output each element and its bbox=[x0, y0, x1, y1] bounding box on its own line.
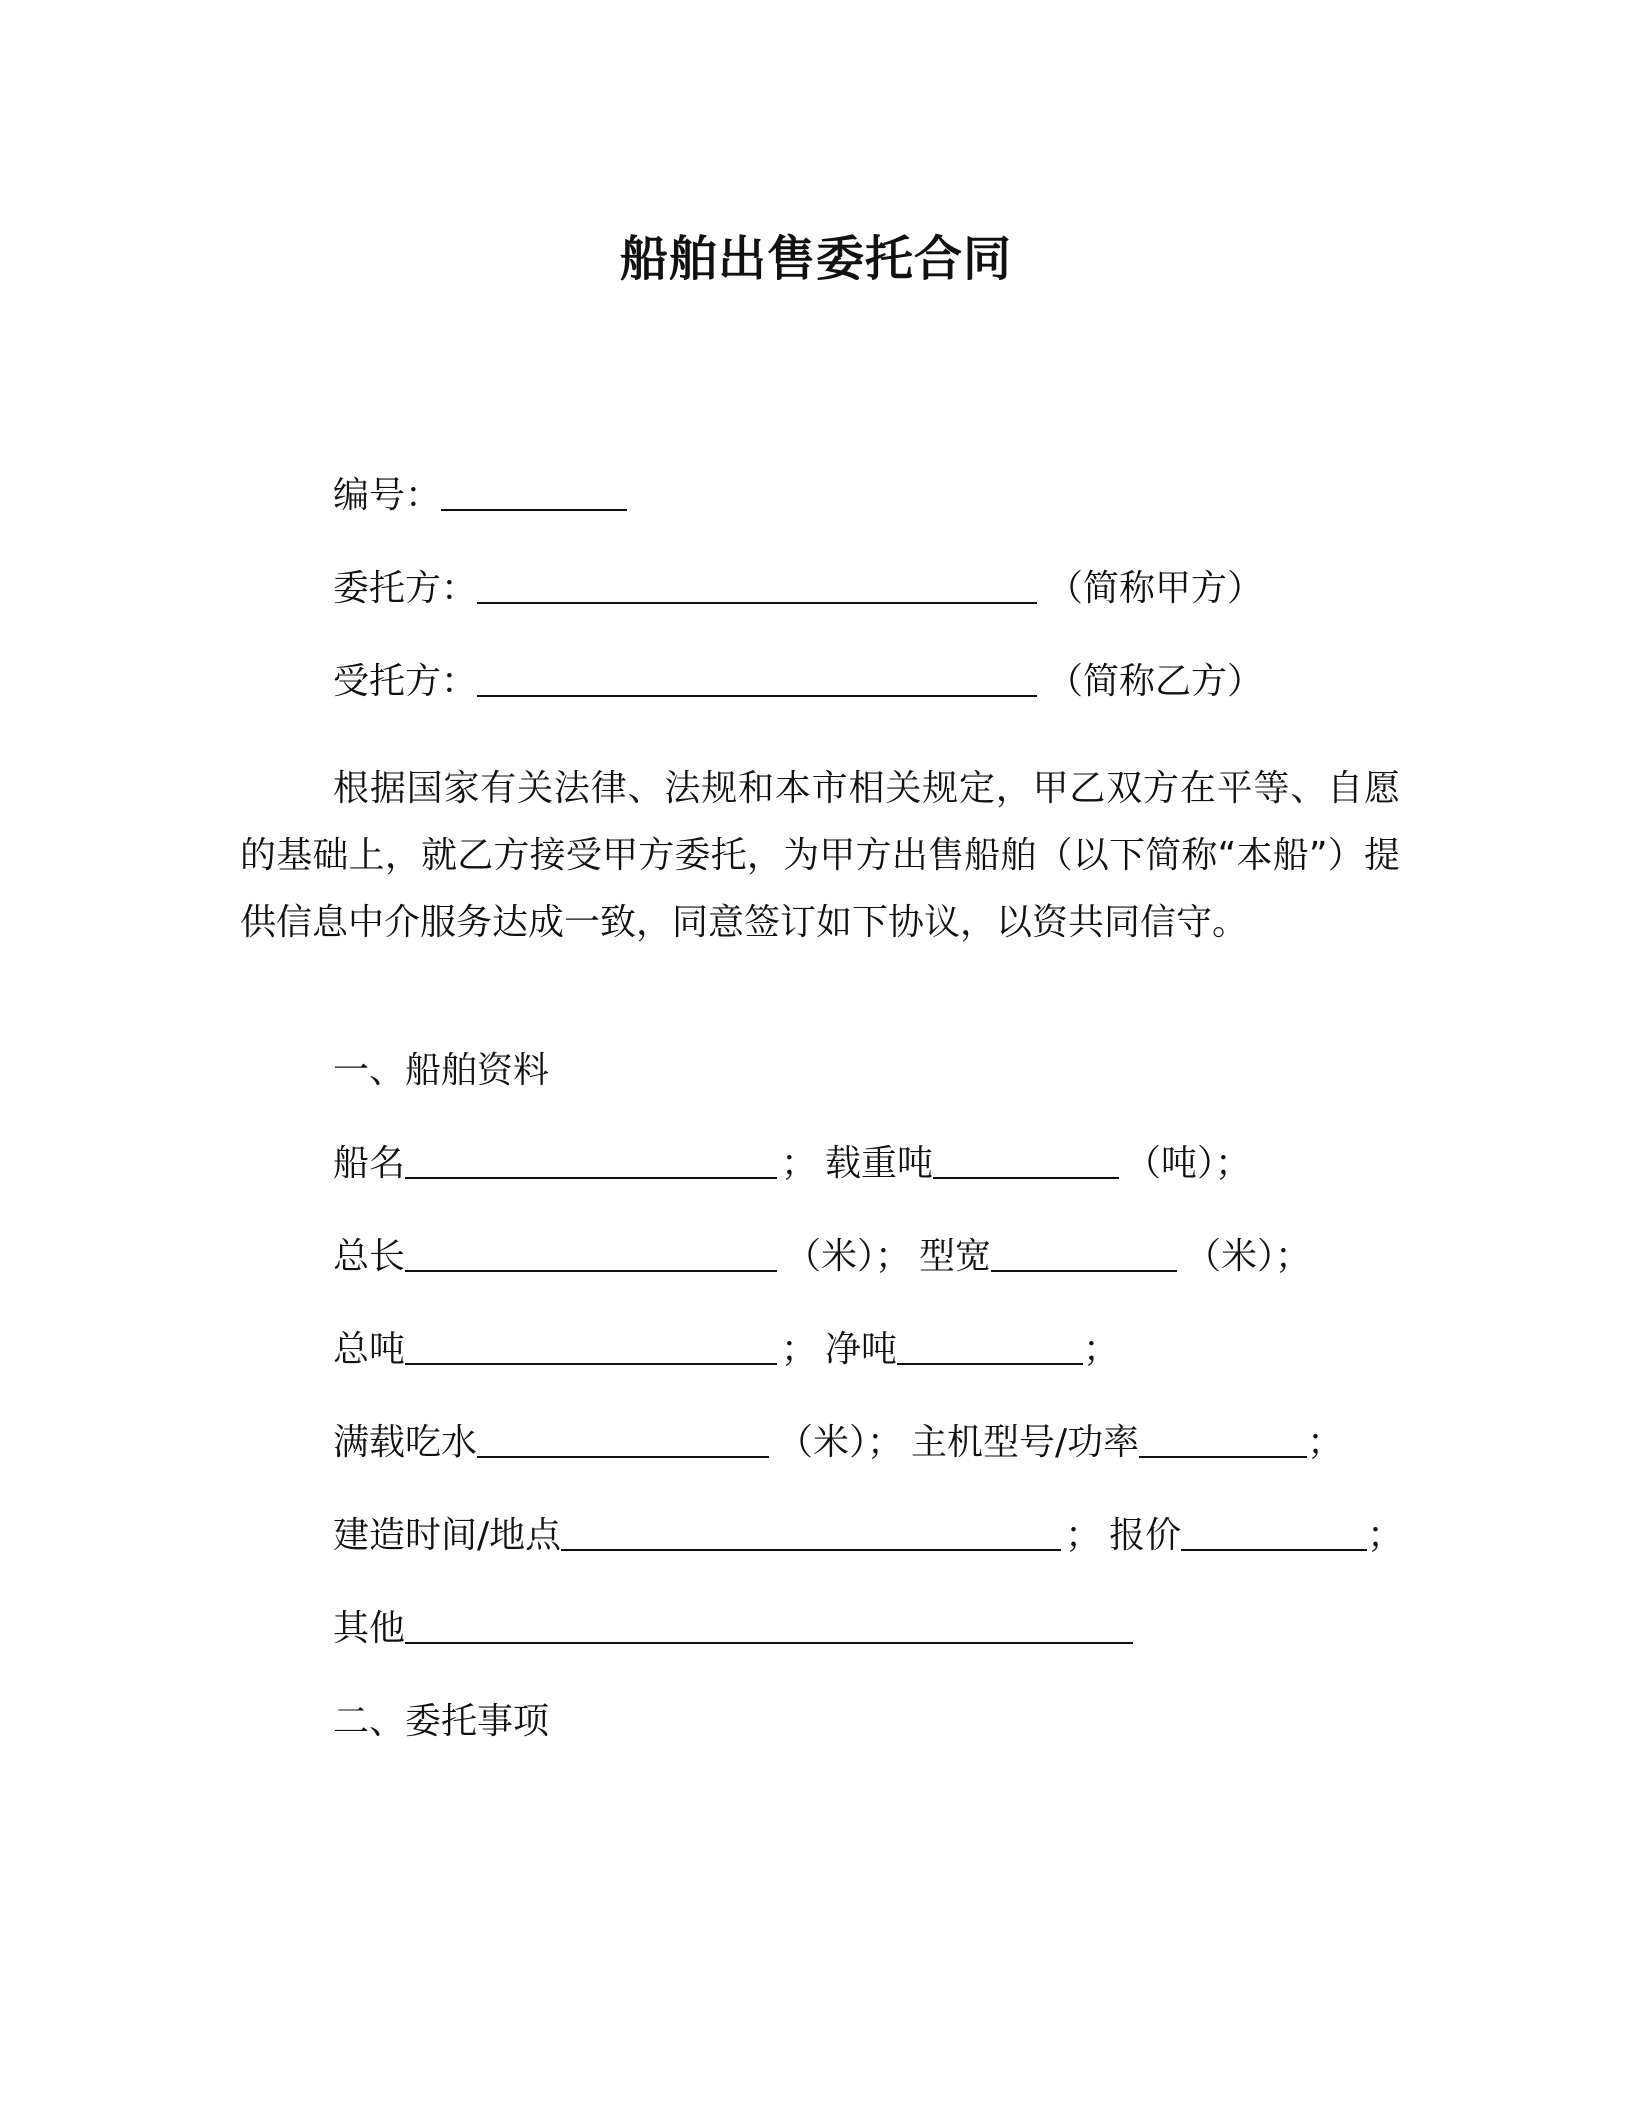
number-line bbox=[333, 472, 627, 520]
number-field[interactable] bbox=[441, 473, 627, 511]
dwt-field[interactable] bbox=[933, 1141, 1119, 1179]
engine-end: ； bbox=[1307, 1422, 1344, 1463]
breadth-unit: （米）； bbox=[1185, 1236, 1312, 1277]
tonnage-line bbox=[333, 1326, 1119, 1374]
other-line bbox=[333, 1605, 1133, 1653]
built-label: 建造时间/地点 bbox=[333, 1515, 562, 1556]
separator: ； bbox=[781, 1143, 818, 1184]
separator: ； bbox=[1065, 1515, 1102, 1556]
section2-heading: 二、委托事项 bbox=[333, 1701, 550, 1742]
price-end: ； bbox=[1367, 1515, 1404, 1556]
breadth-label: 型宽 bbox=[919, 1236, 992, 1277]
separator: ； bbox=[781, 1329, 818, 1370]
preamble-paragraph: 根据国家有关法律、法规和本市相关规定，甲乙双方在平等、自愿的基础上，就乙方接受甲方委托，为甲方出售船舶（以下简称“本船”）提供信息中介服务达成一致，同意签订如下协议，以资共同信守。 bbox=[240, 768, 1400, 943]
gt-label: 总吨 bbox=[333, 1329, 406, 1370]
price-field[interactable] bbox=[1181, 1513, 1367, 1551]
other-field[interactable] bbox=[405, 1606, 1133, 1644]
nt-end: ； bbox=[1083, 1329, 1120, 1370]
price-label: 报价 bbox=[1109, 1515, 1182, 1556]
loa-unit: （米）； bbox=[785, 1236, 912, 1277]
ship-name-line bbox=[333, 1140, 1251, 1188]
gt-field[interactable] bbox=[405, 1327, 777, 1365]
agent-line bbox=[333, 658, 1263, 706]
draft-line bbox=[333, 1419, 1343, 1467]
ship-name-field[interactable] bbox=[405, 1141, 777, 1179]
client-label: 委托方： bbox=[333, 568, 478, 609]
draft-label: 满载吃水 bbox=[333, 1422, 478, 1463]
built-field[interactable] bbox=[561, 1513, 1061, 1551]
loa-line bbox=[333, 1233, 1311, 1281]
dwt-label: 载重吨 bbox=[825, 1143, 934, 1184]
agent-suffix: （简称乙方） bbox=[1047, 661, 1264, 702]
number-label: 编号： bbox=[333, 475, 442, 516]
loa-label: 总长 bbox=[333, 1236, 406, 1277]
client-suffix: （简称甲方） bbox=[1047, 568, 1264, 609]
draft-unit: （米）； bbox=[777, 1422, 904, 1463]
engine-field[interactable] bbox=[1139, 1420, 1307, 1458]
other-label: 其他 bbox=[333, 1608, 406, 1649]
breadth-field[interactable] bbox=[991, 1234, 1177, 1272]
ship-name-label: 船名 bbox=[333, 1143, 406, 1184]
loa-field[interactable] bbox=[405, 1234, 777, 1272]
built-line bbox=[333, 1512, 1403, 1560]
section1-heading: 一、船舶资料 bbox=[333, 1050, 550, 1091]
agent-label: 受托方： bbox=[333, 661, 478, 702]
dwt-unit: （吨）； bbox=[1125, 1143, 1252, 1184]
engine-label: 主机型号/功率 bbox=[911, 1422, 1140, 1463]
draft-field[interactable] bbox=[477, 1420, 769, 1458]
document-title: 船舶出售委托合同 bbox=[619, 231, 1012, 287]
nt-field[interactable] bbox=[897, 1327, 1083, 1365]
client-line bbox=[333, 565, 1263, 613]
agent-field[interactable] bbox=[477, 659, 1037, 697]
nt-label: 净吨 bbox=[825, 1329, 898, 1370]
client-field[interactable] bbox=[477, 566, 1037, 604]
